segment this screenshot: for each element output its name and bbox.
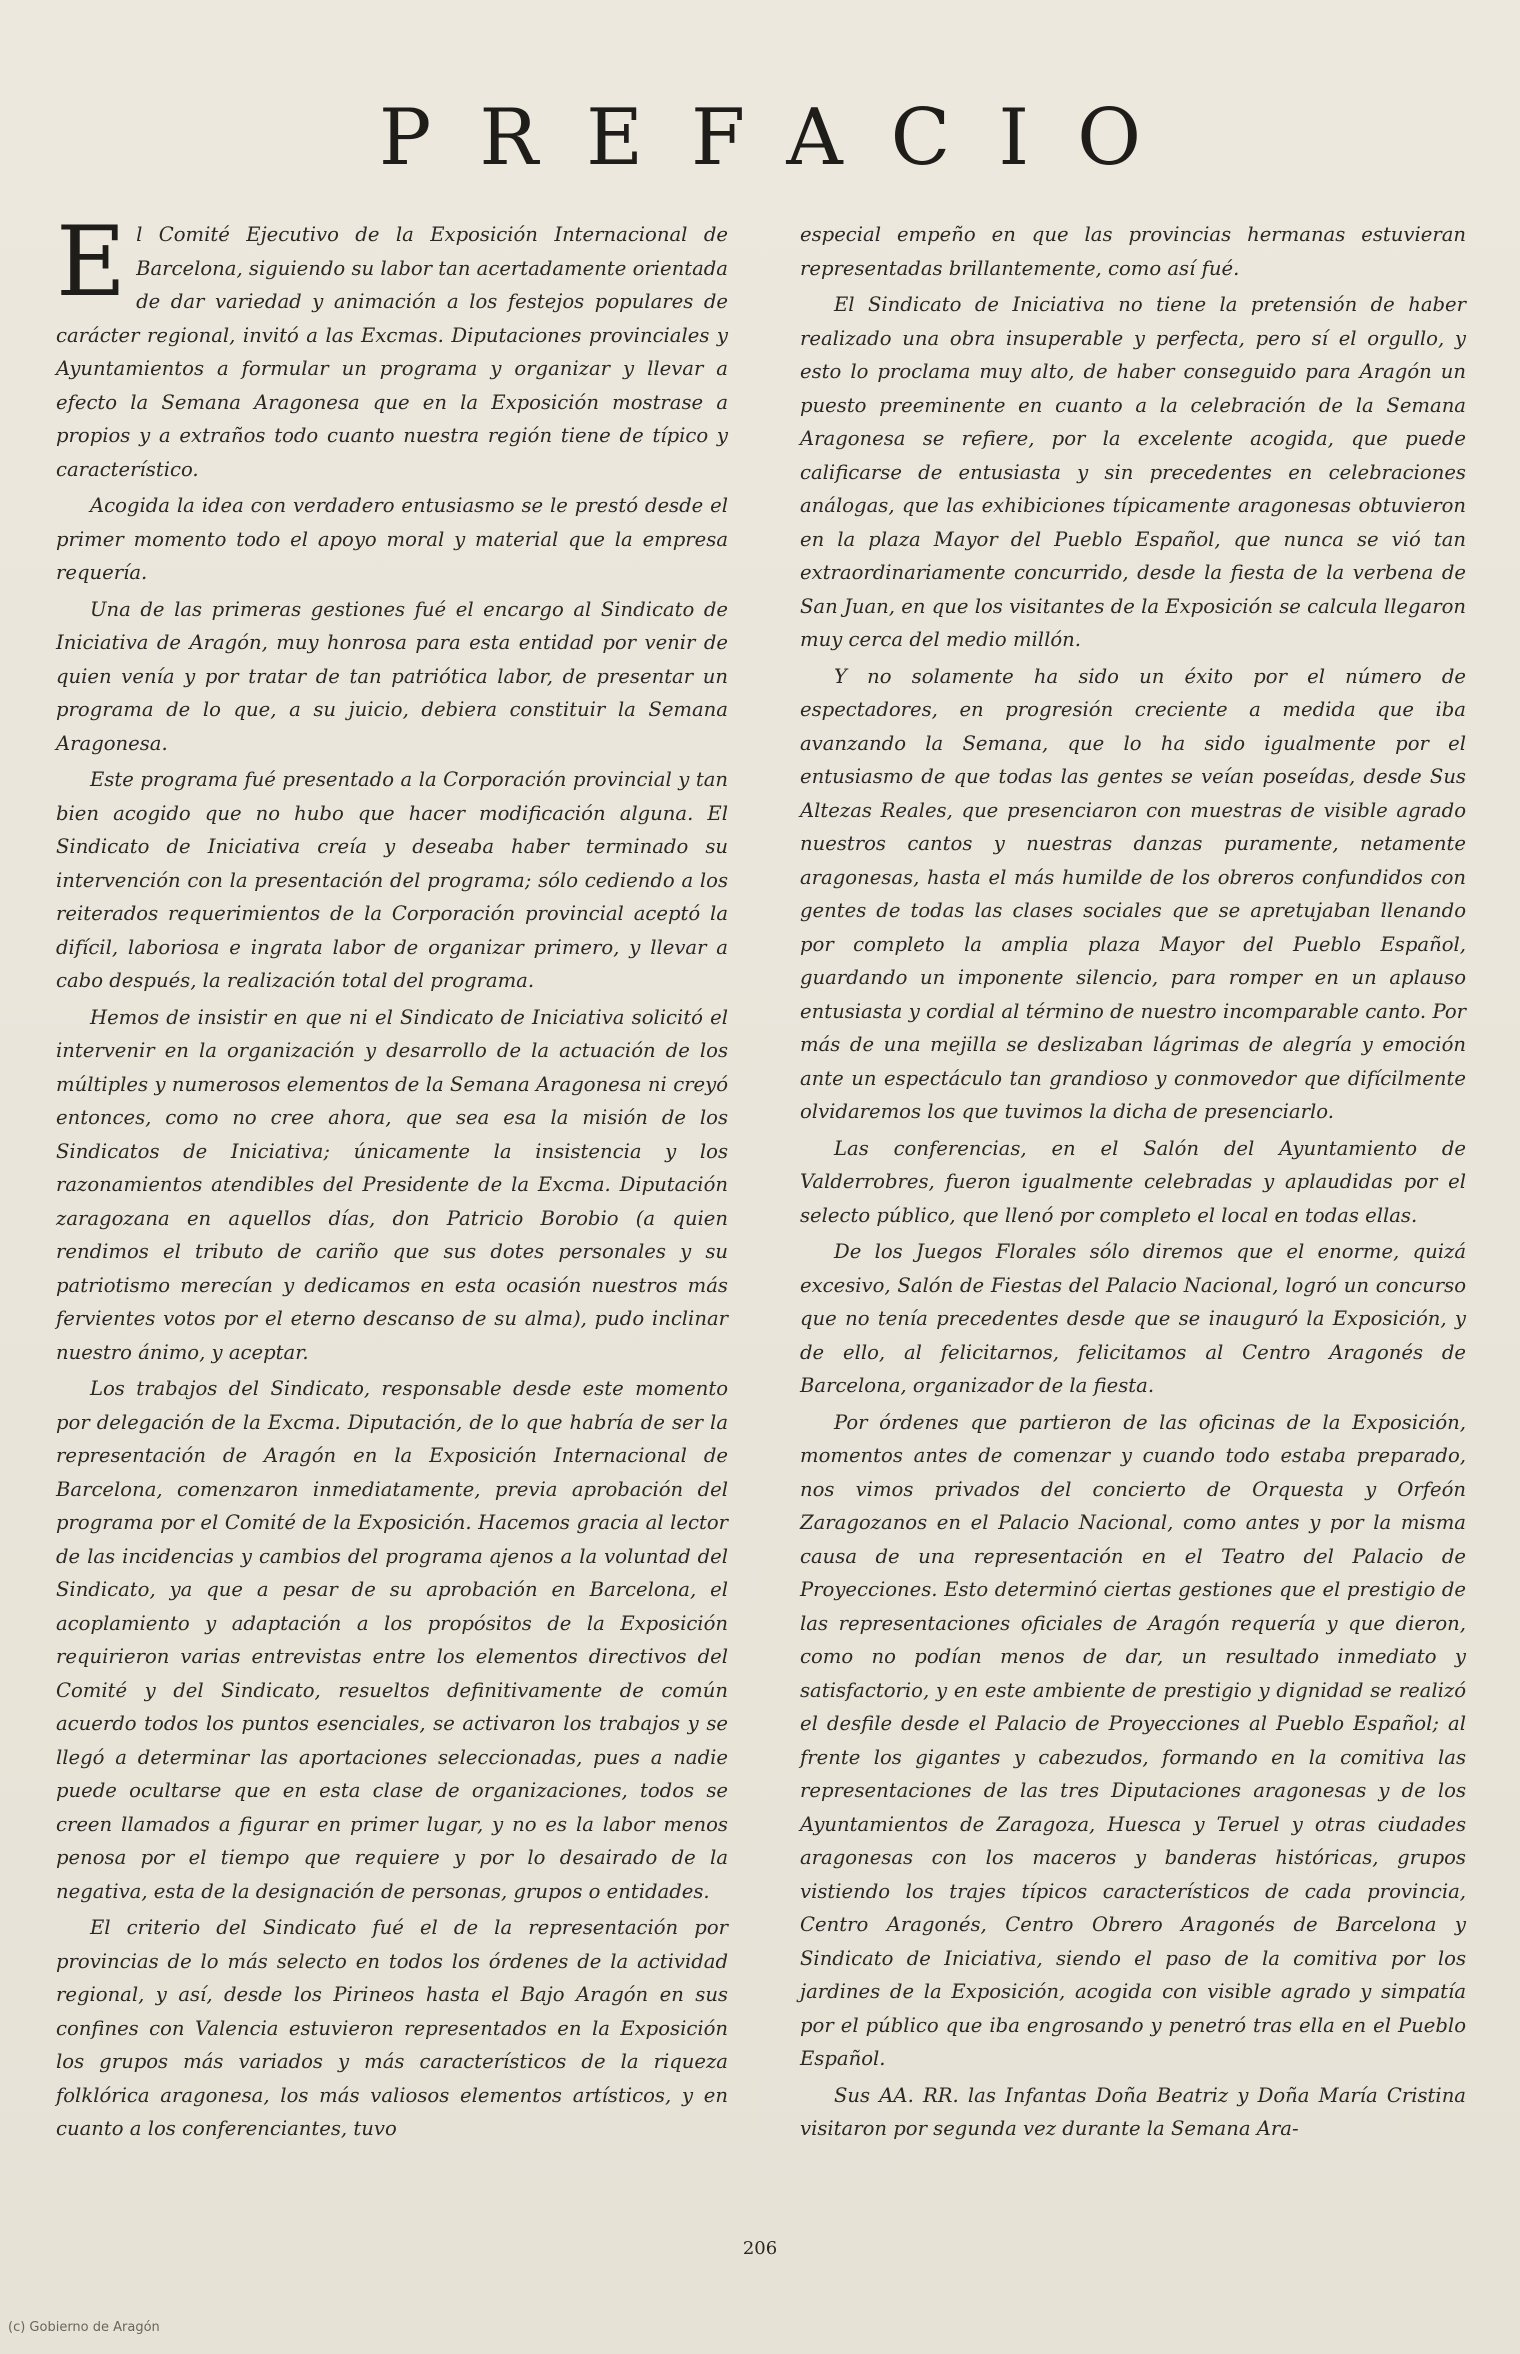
- paragraph: De los Juegos Florales sólo diremos que el enorme, quizá excesivo, Salón de Fiestas del Palacio Nacional, logró un concurso que no tenía precedentes desde que se inauguró la Exposición, y de ello, al felicitarnos, felicitamos al Centro Aragonés de Barcelona, organizador de la fiesta.: [800, 1240, 1466, 1397]
- paragraph: Y no solamente ha sido un éxito por el número de espectadores, en progresión creciente a medida que iba avanzando la Semana, que lo ha sido igualmente por el entusiasmo de que todas las gentes se veían poseídas, desde Sus Altezas Reales, que presenciaron con muestras de visible agrado nuestros cantos y nuestras danzas puramente, netamente aragonesas, hasta el más humilde de los obreros confundidos con gentes de todas las clases sociales que se apretujaban llenando por completo la amplia plaza Mayor del Pueblo Español, guardando un imponente silencio, para romper en un aplauso entusiasta y cordial al término de nuestro incomparable canto. Por más de una mejilla se deslizaban lágrimas de alegría y emoción ante un espectáculo tan grandioso y conmovedor que difícilmente olvidaremos los que tuvimos la dicha de presenciarlo.: [800, 664, 1466, 1123]
- page-title: PREFACIO: [378, 93, 1190, 183]
- paragraph: especial empeño en que las provincias hermanas estuvieran representadas brillantemente, como así fué.: [800, 223, 1466, 280]
- paragraph: El Sindicato de Iniciativa no tiene la pretensión de haber realizado una obra insuperable y perfecta, pero sí el orgullo, y esto lo proclama muy alto, de haber conseguido para Aragón un puesto preeminente en cuanto a la celebración de la Semana Aragonesa se refiere, por la excelente acogida, que puede calificarse de entusiasta y sin precedentes en celebraciones análogas, que las exhibiciones típicamente aragonesas obtuvieron en la plaza Mayor del Pueblo Español, que nunca se vió tan extraordinariamente concurrido, desde la fiesta de la verbena de San Juan, en que los visitantes de la Exposición se calcula llegaron muy cerca del medio millón.: [800, 293, 1466, 651]
- paragraph: Por órdenes que partieron de las oficinas de la Exposición, momentos antes de comenzar y cuando todo estaba preparado, nos vimos privados del concierto de Orquesta y Orfeón Zaragozanos en el Palacio Nacional, como antes y por la misma causa de una representación en el Teatro del Palacio de Proyecciones. Esto determinó ciertas gestiones que el prestigio de las representaciones oficiales de Aragón requería y que dieron, como no podían menos de dar, un resultado inmediato y satisfactorio, y en este ambiente de prestigio y dignidad se realizó el desfile desde el Palacio de Proyecciones al Pueblo Español; al frente los gigantes y cabezudos, formando en la comitiva las representaciones de las tres Diputaciones aragonesas y de los Ayuntamientos de Zaragoza, Huesca y Teruel y otras ciudades aragonesas con los maceros y banderas históricas, grupos vistiendo los trajes típicos característicos de cada provincia, Centro Aragonés, Centro Obrero Aragonés de Barcelona y Sindicato de Iniciativa, siendo el paso de la comitiva por los jardines de la Exposición, acogida con visible agrado y simpatía por el público que iba engrosando y penetró tras ella en el Pueblo Español.: [800, 1410, 1466, 2070]
- paragraph: Una de las primeras gestiones fué el encargo al Sindicato de Iniciativa de Aragón, muy honrosa para esta entidad por venir de quien venía y por tratar de tan patriótica labor, de presentar un programa de lo que, a su juicio, debiera constituir la Semana Aragonesa.: [56, 597, 728, 755]
- paragraph: Este programa fué presentado a la Corporación provincial y tan bien acogido que no hubo que hacer modificación alguna. El Sindicato de Iniciativa creía y deseaba haber terminado su intervención con la presentación del programa; sólo cediendo a los reiterados requerimientos de la Corporación provincial aceptó la difícil, laboriosa e ingrata labor de organizar primero, y llevar a cabo después, la realización total del programa.: [56, 768, 728, 992]
- paragraph-text: l Comité Ejecutivo de la Exposición Internacional de Barcelona, siguiendo su labor tan acertadamente orientada de dar variedad y animación a los festejos populares de carácter regional, invitó a las Excmas. Diputaciones provinciales y Ayuntamientos a formular un programa y organizar y llevar a efecto la Semana Aragonesa que en la Exposición mostrase a propios y a extraños todo cuanto nuestra región tiene de típico y característico.: [56, 223, 728, 481]
- paragraph: Los trabajos del Sindicato, responsable desde este momento por delegación de la Excma. Diputación, de lo que habría de ser la representación de Aragón en la Exposición Internacional de Barcelona, comenzaron inmediatamente, previa aprobación del programa por el Comité de la Exposición. Hacemos gracia al lector de las incidencias y cambios del programa ajenos a la voluntad del Sindicato, ya que a pesar de su aprobación en Barcelona, el acoplamiento y adaptación a los propósitos de la Exposición requirieron varias entrevistas entre los elementos directivos del Comité y del Sindicato, resueltos definitivamente de común acuerdo todos los puntos esenciales, se activaron los trabajos y se llegó a determinar las aportaciones seleccionadas, pues a nadie puede ocultarse que en esta clase de organizaciones, todos se creen llamados a figurar en primer lugar, y no es la labor menos penosa por el tiempo que requiere y por lo desairado de la negativa, esta de la designación de personas, grupos o entidades.: [56, 1377, 728, 1903]
- paragraph: El criterio del Sindicato fué el de la representación por provincias de lo más selecto en todos los órdenes de la actividad regional, y así, desde los Pirineos hasta el Bajo Aragón en sus confines con Valencia estuvieron representados en la Exposición los grupos más variados y más característicos de la riqueza folklórica aragonesa, los más valiosos elementos artísticos, y en cuanto a los conferenciantes, tuvo: [56, 1916, 728, 2140]
- paragraph: Acogida la idea con verdadero entusiasmo se le prestó desde el primer momento todo el apoyo moral y material que la empresa requería.: [56, 494, 728, 584]
- paragraph: Hemos de insistir en que ni el Sindicato de Iniciativa solicitó el intervenir en la organización y desarrollo de la actuación de los múltiples y numerosos elementos de la Semana Aragonesa ni creyó entonces, como no cree ahora, que sea esa la misión de los Sindicatos de Iniciativa; únicamente la insistencia y los razonamientos atendibles del Presidente de la Excma. Diputación zaragozana en aquellos días, don Patricio Borobio (a quien rendimos el tributo de cariño que sus dotes personales y su patriotismo merecían y dedicamos en esta ocasión nuestros más fervientes votos por el eterno descanso de su alma), pudo inclinar nuestro ánimo, y aceptar.: [56, 1005, 728, 1364]
- drop-cap: E: [56, 206, 127, 318]
- paragraph: [56, 206, 728, 486]
- paragraph: Sus AA. RR. las Infantas Doña Beatriz y Doña María Cristina visitaron por segunda vez durante la Semana Ara-: [800, 2083, 1466, 2140]
- paragraph: Las conferencias, en el Salón del Ayuntamiento de Valderrobres, fueron igualmente celebradas y aplaudidas por el selecto público, que llenó por completo el local en todas ellas.: [800, 1136, 1466, 1227]
- page-number: 206: [742, 2238, 778, 2259]
- left-column: [56, 206, 728, 2149]
- copyright-credit: (c) Gobierno de Aragón: [8, 2320, 160, 2335]
- right-column: [800, 218, 1466, 2149]
